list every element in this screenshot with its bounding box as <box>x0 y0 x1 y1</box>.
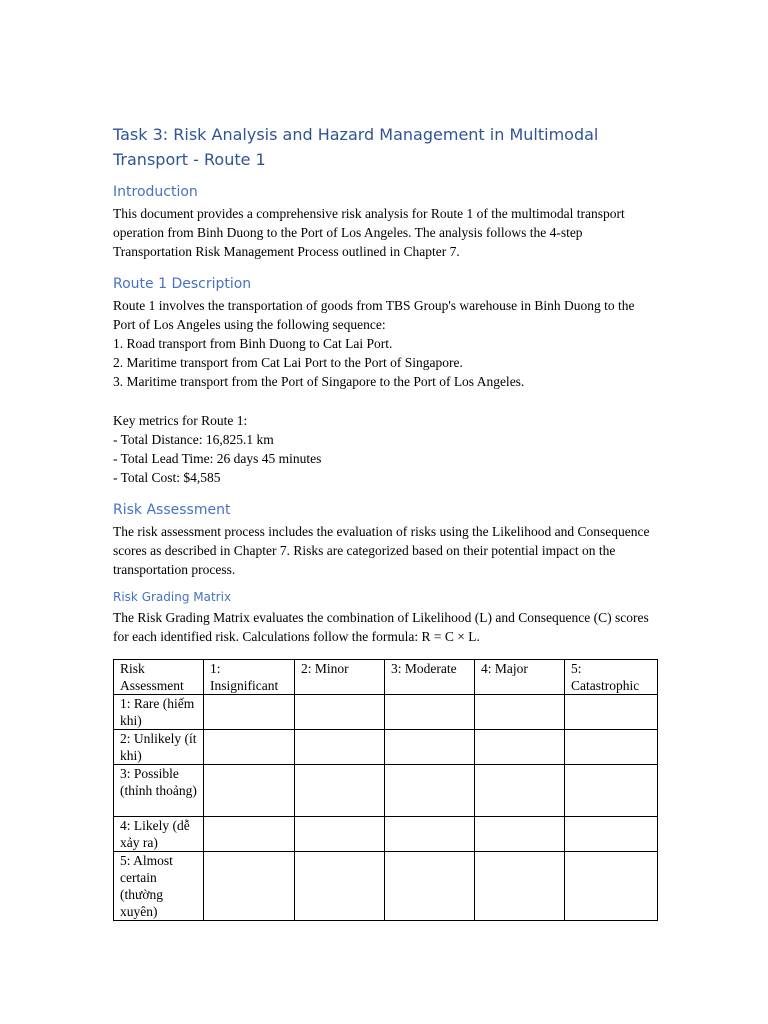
matrix-cell <box>295 764 385 816</box>
route-step: 3. Maritime transport from the Port of Singapore to the Port of Los Angeles. <box>113 374 525 390</box>
grading-matrix-heading: Risk Grading Matrix <box>113 590 232 605</box>
table-row <box>114 851 658 920</box>
header-cell: 2: Minor <box>295 659 385 694</box>
matrix-cell <box>204 816 295 851</box>
route-step: 1. Road transport from Binh Duong to Cat Lai Port. <box>113 336 393 352</box>
route-step: 2. Maritime transport from Cat Lai Port to the Port of Singapore. <box>113 355 463 371</box>
row-label-cell: 1: Rare (hiếm khi) <box>114 694 204 729</box>
header-cell: 4: Major <box>475 659 565 694</box>
matrix-cell <box>204 851 295 920</box>
metric-lead-time: - Total Lead Time: 26 days 45 minutes <box>113 451 322 467</box>
matrix-cell <box>385 816 475 851</box>
matrix-cell <box>565 816 658 851</box>
table-row <box>114 816 658 851</box>
matrix-cell <box>475 694 565 729</box>
matrix-cell <box>475 764 565 816</box>
risk-assessment-text: The risk assessment process includes the evaluation of risks using the Likelihood and Consequence scores as described in Chapter 7. Risks are categorized based on their potential impact on the transportation process. <box>113 523 650 578</box>
matrix-cell <box>565 729 658 764</box>
matrix-cell <box>565 851 658 920</box>
table-header-row <box>114 659 658 694</box>
matrix-cell <box>385 694 475 729</box>
matrix-cell <box>295 816 385 851</box>
route-description-heading: Route 1 Description <box>113 275 252 292</box>
matrix-cell <box>385 729 475 764</box>
header-cell: 5: Catastrophic <box>565 659 658 694</box>
route-description-intro: Route 1 involves the transportation of goods from TBS Group's warehouse in Binh Duong to the Port of Los Angeles using the following sequence: <box>113 297 635 332</box>
table-row <box>114 764 658 816</box>
row-label-cell: 2: Unlikely (ít khi) <box>114 729 204 764</box>
matrix-cell <box>475 851 565 920</box>
matrix-cell <box>475 816 565 851</box>
row-label-cell: 3: Possible (thỉnh thoảng) <box>114 764 204 816</box>
risk-grading-matrix-table <box>113 659 658 921</box>
matrix-cell <box>565 764 658 816</box>
introduction-text: This document provides a comprehensive risk analysis for Route 1 of the multimodal transport operation from Binh Duong to the Port of Los Angeles. The analysis follows the 4-step Transportation Risk Management Process outlined in Chapter 7. <box>113 206 625 260</box>
table-row <box>114 729 658 764</box>
metric-cost: - Total Cost: $4,585 <box>113 470 221 486</box>
table-row <box>114 694 658 729</box>
matrix-cell <box>385 764 475 816</box>
row-label-cell: 4: Likely (dễ xảy ra) <box>114 816 204 851</box>
matrix-cell <box>295 694 385 729</box>
page-title: Task 3: Risk Analysis and Hazard Management in Multimodal Transport - Route 1 <box>113 125 599 169</box>
metrics-label: Key metrics for Route 1: <box>113 412 248 428</box>
matrix-cell <box>475 729 565 764</box>
matrix-cell <box>385 851 475 920</box>
row-label-cell: 5: Almost certain (thường xuyên) <box>114 851 204 920</box>
risk-assessment-heading: Risk Assessment <box>113 501 231 518</box>
header-cell: Risk Assessment <box>114 659 204 694</box>
matrix-cell <box>204 694 295 729</box>
matrix-cell <box>204 764 295 816</box>
header-cell: 1: Insignificant <box>204 659 295 694</box>
metric-distance: - Total Distance: 16,825.1 km <box>113 432 274 448</box>
document-page <box>113 122 658 921</box>
introduction-heading: Introduction <box>113 184 198 200</box>
matrix-cell <box>295 851 385 920</box>
matrix-cell <box>295 729 385 764</box>
matrix-cell <box>565 694 658 729</box>
grading-matrix-text: The Risk Grading Matrix evaluates the combination of Likelihood (L) and Consequence (C) scores for each identified risk. Calculations follow the formula: R = C × L. <box>113 610 649 645</box>
header-cell: 3: Moderate <box>385 659 475 694</box>
matrix-cell <box>204 729 295 764</box>
